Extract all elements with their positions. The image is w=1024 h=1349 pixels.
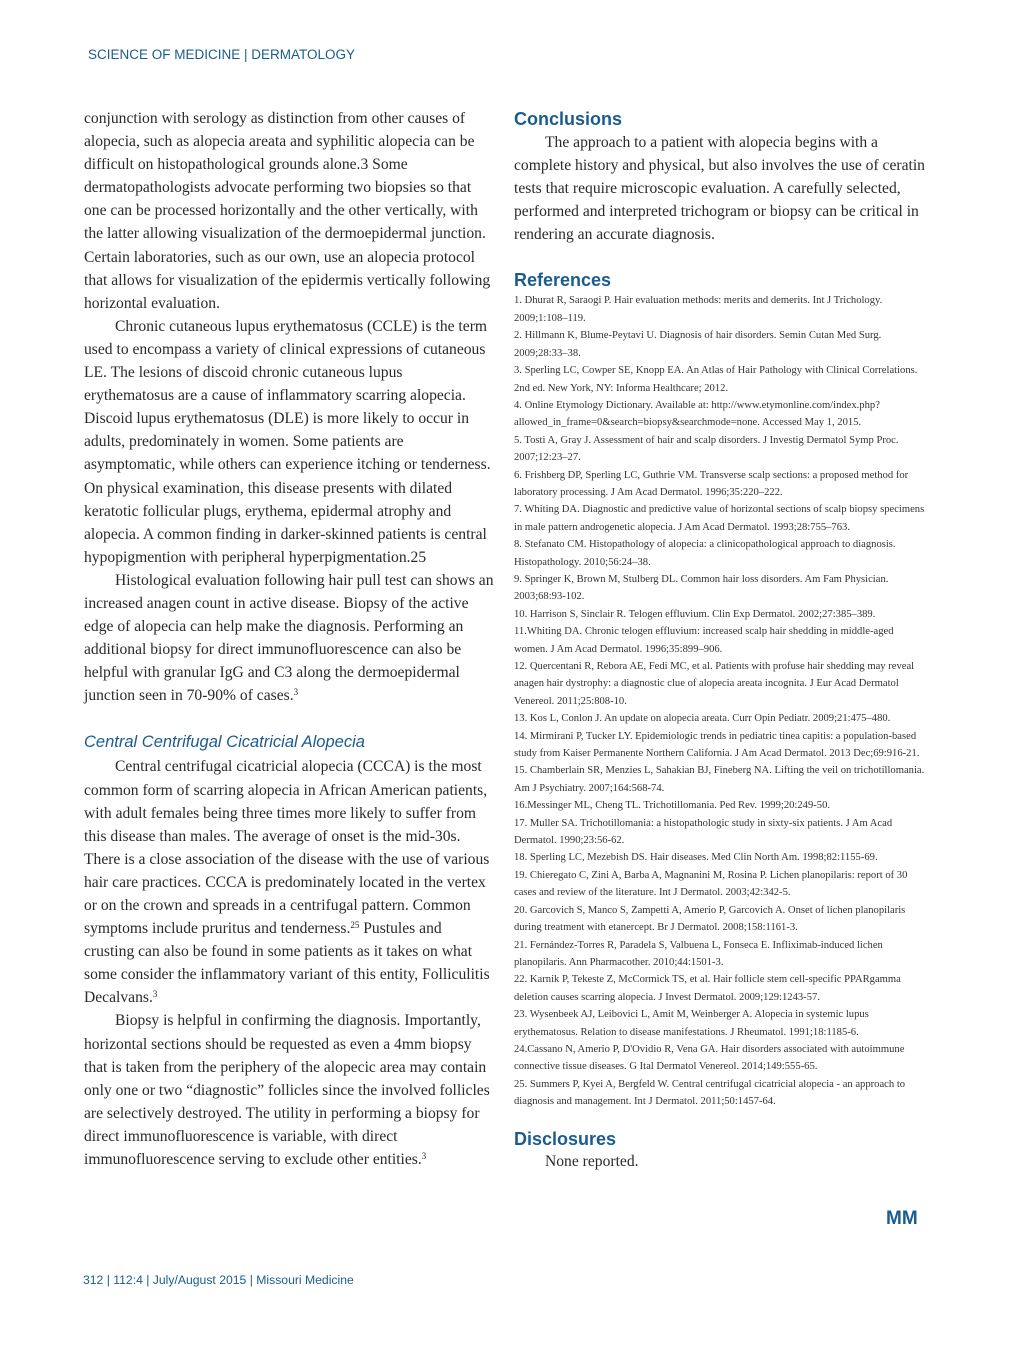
reference-item: 2. Hillmann K, Blume-Peytavi U. Diagnosis of hair disorders. Semin Cutan Med Surg. 2009;28:33–38. bbox=[514, 330, 882, 359]
reference-item: 7. Whiting DA. Diagnostic and predictive value of horizontal sections of scalp biopsy specimens in male pattern androgenetic alopecia. J Am Acad Dermatol. 1993;28:755–763. bbox=[514, 504, 925, 533]
subsection-heading-ccca: Central Centrifugal Cicatricial Alopecia bbox=[84, 733, 365, 752]
missouri-medicine-logo-mark: MM bbox=[886, 1208, 918, 1229]
reference-item: 18. Sperling LC, Mezebish DS. Hair diseases. Med Clin North Am. 1998;82:1155-69. bbox=[514, 852, 878, 864]
disclosures-text: None reported. bbox=[545, 1152, 639, 1170]
reference-item: 19. Chieregato C, Zini A, Barba A, Magnanini M, Rosina P. Lichen planopilaris: report of 30 cases and review of the literature. Int J Dermatol. 2003;42:342-5. bbox=[514, 869, 908, 899]
paragraph-text: Histological evaluation following hair pull test can shows an increased anagen count in active disease. Biopsy of the active edge of alopecia can help make the diagnosis. Performing an additional biopsy for direct immunofluorescence can also be helpful with granular IgG and C3 along the dermoepidermal junction seen in 70-90% of cases. bbox=[84, 571, 494, 705]
reference-item: 4. Online Etymology Dictionary. Available at: http://www.etymonline.com/index.php?allowed_in_frame=0&search=biopsy&searchmode=none. Accessed May 1, 2015. bbox=[514, 399, 880, 429]
reference-item: 17. Muller SA. Trichotillomania: a histopathologic study in sixty-six patients. J Am Acad Dermatol. 1990;23:56-62. bbox=[514, 817, 893, 847]
reference-item: 15. Chamberlain SR, Menzies L, Sahakian BJ, Fineberg NA. Lifting the veil on trichotillomania. Am J Psychiatry. 2007;164:568-74. bbox=[514, 765, 925, 794]
body-paragraph-1: conjunction with serology as distinction from other causes of alopecia, such as alopecia areata and syphilitic alopecia can be difficult on histopathological grounds alone.3 Some dermatopathologists advocate performing two biopsies so that one can be processed horizontally and the other vertically, with the latter allowing visualization of the dermoepidermal junction. Certain laboratories, such as our own, use an alopecia protocol that allows for visualization of the epidermis vertically following horizontal evaluation. bbox=[84, 110, 491, 312]
reference-item: 5. Tosti A, Gray J. Assessment of hair and scalp disorders. J Investig Dermatol Symp Proc. 2007;12:23–27. bbox=[514, 434, 899, 464]
reference-list bbox=[514, 292, 926, 1110]
right-column bbox=[514, 107, 926, 1173]
citation-superscript: 3 bbox=[152, 989, 158, 1000]
reference-item: 25. Summers P, Kyei A, Bergfeld W. Central centrifugal cicatricial alopecia - an approach to diagnosis and management. Int J Dermatol. 2011;50:1457-64. bbox=[514, 1078, 906, 1108]
citation-superscript: 25 bbox=[350, 920, 360, 931]
citation-superscript: 3 bbox=[421, 1151, 427, 1162]
page-footer: 312 | 112:4 | July/August 2015 | Missouri Medicine bbox=[83, 1273, 354, 1287]
reference-item: 20. Garcovich S, Manco S, Zampetti A, Amerio P, Garcovich A. Onset of lichen planopilaris during treatment with etanercept. Br J Dermatol. 2008;158:1161-3. bbox=[514, 904, 906, 934]
reference-item: 10. Harrison S, Sinclair R. Telogen effluvium. Clin Exp Dermatol. 2002;27:385–389. bbox=[514, 608, 876, 620]
reference-item: 6. Frishberg DP, Sperling LC, Guthrie VM. Transverse scalp sections: a proposed method for laboratory processing. J Am Acad Dermatol. 1996;35:220–222. bbox=[514, 469, 909, 498]
body-paragraph-histology bbox=[84, 569, 494, 708]
reference-item: 11.Whiting DA. Chronic telogen effluvium: increased scalp hair shedding in middle-aged women. J Am Acad Dermatol. 1996;35:899–906. bbox=[514, 626, 894, 655]
body-paragraph-ccle: Chronic cutaneous lupus erythematosus (CCLE) is the term used to encompass a variety of clinical expressions of cutaneous LE. The lesions of discoid chronic cutaneous lupus erythematosus are a cause of inflammatory scarring alopecia. Discoid lupus erythematosus (DLE) is more likely to occur in adults, predominately in women. Some patients are asymptomatic, while others can experience itching or tenderness. On physical examination, this disease presents with dilated keratotic follicular plugs, erythema, epidermal atrophy and alopecia. A common finding in darker-skinned patients is central hypopigmention with peripheral hyperpigmentation.25 bbox=[84, 317, 491, 566]
left-column bbox=[84, 107, 494, 1171]
reference-item: 16.Messinger ML, Cheng TL. Trichotillomania. Ped Rev. 1999;20:249-50. bbox=[514, 800, 831, 812]
reference-item: 14. Mirmirani P, Tucker LY. Epidemiologic trends in pediatric tinea capitis: a population-based study from Kaiser Permanente Northern California. J Am Acad Dermatol. 2013 Dec;69:916-21. bbox=[514, 730, 920, 760]
citation-superscript: 3 bbox=[293, 687, 299, 698]
body-paragraph-biopsy bbox=[84, 1009, 494, 1171]
reference-item: 13. Kos L, Conlon J. An update on alopecia areata. Curr Opin Pediatr. 2009;21:475–480. bbox=[514, 713, 891, 725]
reference-item: 9. Springer K, Brown M, Stulberg DL. Common hair loss disorders. Am Fam Physician. 2003;68:93-102. bbox=[514, 573, 889, 603]
running-head: SCIENCE OF MEDICINE | DERMATOLOGY bbox=[88, 47, 356, 62]
reference-item: 23. Wysenbeek AJ, Leibovici L, Amit M, Weinberger A. Alopecia in systemic lupus erythematosus. Relation to disease manifestations. J Rheumatol. 1991;18:1185-6. bbox=[514, 1009, 869, 1038]
conclusions-heading: Conclusions bbox=[514, 109, 623, 129]
paragraph-text: Biopsy is helpful in confirming the diagnosis. Importantly, horizontal sections should be requested as even a 4mm biopsy that is taken from the periphery of the alopecic area may contain only one or two “diagnostic” follicles since the involved follicles are selectively destroyed. The utility in performing a biopsy for direct immunofluorescence is variable, with direct immunofluorescence serving to exclude other entities. bbox=[84, 1012, 490, 1169]
reference-item: 22. Karnik P, Tekeste Z, McCormick TS, et al. Hair follicle stem cell-specific PPARgamma deletion causes scarring alopecia. J Invest Dermatol. 2009;129:1243-57. bbox=[514, 974, 901, 1003]
reference-item: 8. Stefanato CM. Histopathology of alopecia: a clinicopathological approach to diagnosis. Histopathology. 2010;56:24–38. bbox=[514, 539, 896, 568]
reference-item: 21. Fernández-Torres R, Paradela S, Valbuena L, Fonseca E. Infliximab-induced lichen planopilaris. Ann Pharmacother. 2010;44:1501-3. bbox=[514, 939, 883, 968]
body-paragraph-ccca bbox=[84, 755, 494, 1009]
reference-item: 3. Sperling LC, Cowper SE, Knopp EA. An Atlas of Hair Pathology with Clinical Correlations. 2nd ed. New York, NY: Informa Healthcare; 2012. bbox=[514, 365, 918, 394]
disclosures-heading: Disclosures bbox=[514, 1128, 617, 1149]
references-heading: References bbox=[514, 270, 612, 291]
reference-item: 24.Cassano N, Amerio P, D'Ovidio R, Vena GA. Hair disorders associated with autoimmune connective tissue diseases. G Ital Dermatol Venereol. 2014;149:555-65. bbox=[514, 1043, 905, 1073]
conclusions-paragraph: The approach to a patient with alopecia begins with a complete history and physical, but also involves the use of ceratin tests that require microscopic evaluation. A carefully selected, performed and interpreted trichogram or biopsy can be critical in rendering an accurate diagnosis. bbox=[514, 134, 925, 244]
reference-item: 1. Dhurat R, Saraogi P. Hair evaluation methods: merits and demerits. Int J Trichology. 2009;1:108–119. bbox=[514, 295, 883, 324]
reference-item: 12. Quercentani R, Rebora AE, Fedi MC, et al. Patients with profuse hair shedding may reveal anagen hair dystrophy: a diagnostic clue of alopecia areata incognita. J Eur Acad Dermatol Venereol. 2011;25:808-10. bbox=[514, 661, 915, 707]
paragraph-text: Central centrifugal cicatricial alopecia (CCCA) is the most common form of scarring alopecia in African American patients, with adult females being three times more likely to suffer from this disease than males. The average of onset is the mid-30s. There is a close association of the disease with the use of various hair care practices. CCCA is predominately located in the vertex or on the crown and spreads in a centrifugal pattern. Common symptoms include pruritus and tenderness. bbox=[84, 758, 490, 938]
paragraph-text: Pustules and crusting can also be found in some patients as it takes on what some consider the inflammatory variant of this entity, Folliculitis Decalvans. bbox=[84, 920, 490, 1007]
